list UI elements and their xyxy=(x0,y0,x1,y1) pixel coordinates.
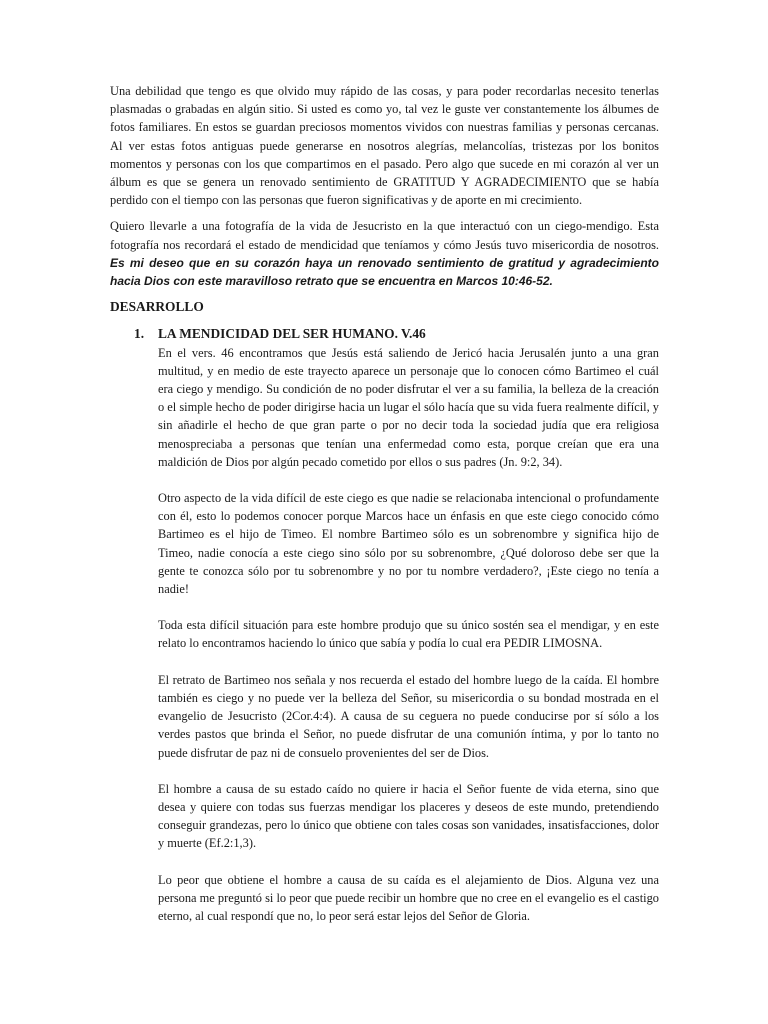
section-1-title: LA MENDICIDAD DEL SER HUMANO. V.46 xyxy=(158,326,426,342)
body-paragraph: Lo peor que obtiene el hombre a causa de su caída es el alejamiento de Dios. Alguna vez una persona me preguntó si lo peor que puede recibir un hombre que no cree en el evangelio es el castigo eterno, al cual respondí que no, lo peor será estar lejos del Señor de Gloria. xyxy=(158,872,659,923)
body-paragraph: Toda esta difícil situación para este hombre produjo que su único sostén sea el mendigar, y en este relato lo encontramos haciendo lo único que sabía y podía lo cual era PEDIR LIMOSNA. xyxy=(158,618,659,651)
section-1-title-row xyxy=(110,325,659,343)
section-1-number: 1. xyxy=(134,326,145,342)
section-heading: DESARROLLO xyxy=(110,299,204,315)
body-paragraph: El retrato de Bartimeo nos señala y nos recuerda el estado del hombre luego de la caída. El hombre también es ciego y no puede ver la belleza del Señor, su misericordia o su bondad mostrada en el evangelio de Jesucristo (2Cor.4:4). A causa de su ceguera no puede conducirse por sí sólo a los verdes pastos que brinda el Señor, no puede disfrutar de una comunión íntima, y por lo tanto no puede disfrutar de paz ni de consuelo provenientes del ser de Dios. xyxy=(158,672,659,760)
body-paragraph: En el vers. 46 encontramos que Jesús está saliendo de Jericó hacia Jerusalén junto a una gran multitud, y en medio de este trayecto aparece un personaje que lo conocen cómo Bartimeo el cuál era ciego y mendigo. Su condición de no poder disfrutar el ver a su familia, la belleza de la creación o el simple hecho de poder dirigirse hacia un lugar el sólo hacía que su vida fuera realmente difícil, y sin añadirle el hecho de que gran parte o por no decir toda la sociedad judía que era religiosa menospreciaba a personas que tenían una enfermedad como esta, porque creían que era una maldición de Dios por algún pecado cometido por ellos o sus padres (Jn. 9:2, 34). xyxy=(158,345,659,469)
intro-paragraph-2-lead: Quiero llevarle a una fotografía de la vida de Jesucristo en la que interactuó con un ciego-mendigo. Esta fotografía nos recordará el estado de mendicidad que teníamos y cómo Jesús tuvo misericordia de nosotros. xyxy=(110,219,659,252)
body-paragraph: El hombre a causa de su estado caído no quiere ir hacia el Señor fuente de vida eterna, sino que desea y quiere con todas sus fuerzas mendigar los placeres y deseos de este mundo, pretendiendo conseguir grandezas, pero lo único que obtiene con tales cosas son vanidades, insatisfacciones, dolor y muerte (Ef.2:1,3). xyxy=(158,781,659,851)
intro-emphasis: Es mi deseo que en su corazón haya un renovado sentimiento de gratitud y agradecimiento hacia Dios con este maravilloso retrato que se encuentra en Marcos 10:46-52. xyxy=(110,255,659,289)
section-1-body xyxy=(158,344,659,925)
intro-paragraph-2 xyxy=(110,217,659,290)
document-page xyxy=(110,82,659,925)
body-paragraph: Otro aspecto de la vida difícil de este ciego es que nadie se relacionaba intencional o profundamente con él, esto lo podemos conocer porque Marcos hace un énfasis en que este ciego conocido cómo Bartimeo es el hijo de Timeo. El nombre Bartimeo sólo es un sobrenombre y significa hijo de Timeo, nadie conocía a este ciego sino sólo por su sobrenombre, ¿Qué doloroso debe ser que la gente te conozca sólo por tu sobrenombre y no por tu nombre verdadero?, ¡Este ciego no tenía a nadie! xyxy=(158,491,659,597)
intro-paragraph-1: Una debilidad que tengo es que olvido muy rápido de las cosas, y para poder recordarlas necesito tenerlas plasmadas o grabadas en algún sitio. Si usted es como yo, tal vez le guste ver constantemente los álbumes de fotos familiares. En estos se guardan preciosos momentos vividos con nuestras familias y personas cercanas. Al ver estas fotos antiguas puede generarse en nosotros alegrías, melancolías, tristezas por los bonitos momentos y personas con los que compartimos en el pasado. Pero algo que sucede en mi corazón al ver un álbum es que se genera un renovado sentimiento de GRATITUD Y AGRADECIMIENTO que se había perdido con el tiempo con las personas que fueron significativas y de aporte en mi crecimiento. xyxy=(110,84,659,208)
